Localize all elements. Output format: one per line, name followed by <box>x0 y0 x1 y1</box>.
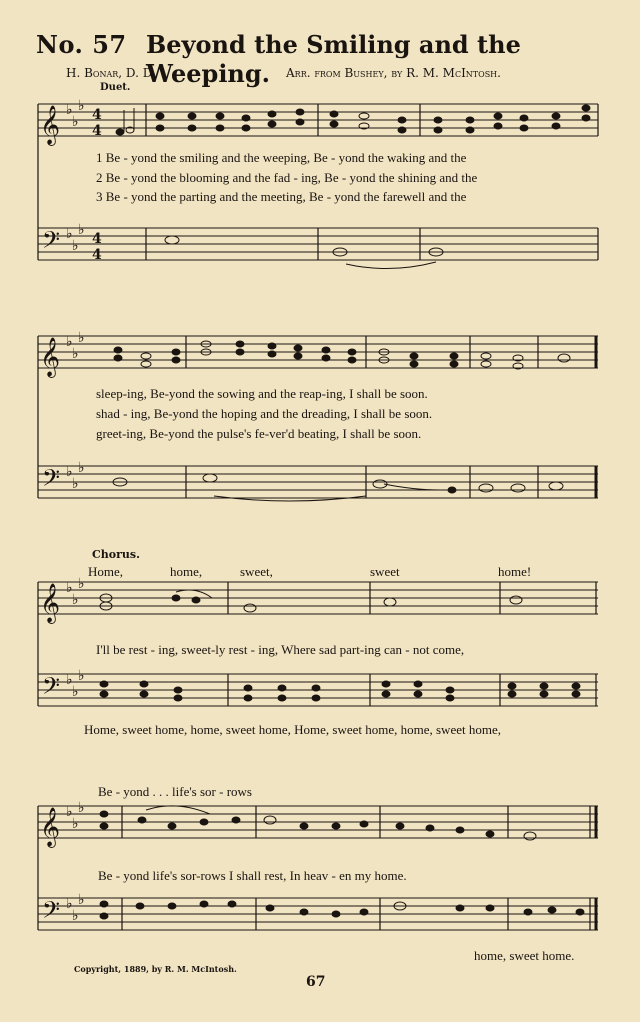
svg-text:♭: ♭ <box>72 908 79 924</box>
svg-text:♭: ♭ <box>72 684 79 700</box>
bass-clef-icon: 𝄢 <box>42 672 61 705</box>
page-number: 67 <box>306 974 326 990</box>
chorus-beyond-mid: Be - yond life's sor-rows I shall rest, In heav - en my home. <box>98 868 407 883</box>
verse-1-line-2: sleep-ing, Be-yond the sowing and the reap-ing, I shall be soon. <box>96 386 428 401</box>
svg-text:♭: ♭ <box>78 460 85 476</box>
svg-text:♭: ♭ <box>66 804 73 820</box>
svg-text:♭: ♭ <box>66 896 73 912</box>
bass-clef-icon: 𝄢 <box>42 464 61 497</box>
hymn-title: Beyond the Smiling and the Weeping. <box>146 30 521 88</box>
treble-clef-icon: 𝄞 <box>40 105 61 145</box>
chorus-top-word-3: sweet, <box>240 564 273 579</box>
treble-clef-icon: 𝄞 <box>40 337 61 377</box>
staff-system-3-treble <box>38 582 598 614</box>
chorus-top-word-1: Home, <box>88 564 124 579</box>
notes-system-4 <box>100 806 584 919</box>
arranger-credit: Arr. from Bushey, by R. M. McIntosh. <box>286 66 501 80</box>
svg-text:♭: ♭ <box>78 330 85 346</box>
chorus-top-word-4: sweet <box>370 564 400 579</box>
chorus-beyond-top: Be - yond . . . life's sor - rows <box>98 784 252 799</box>
author-credit: H. Bonar, D. D. <box>66 66 156 80</box>
chorus-top-word-2: home, <box>170 564 203 579</box>
chorus-alto-line: I'll be rest - ing, sweet-ly rest - ing, Where sad part-ing can - not come, <box>96 642 465 657</box>
verse-2-line-2: shad - ing, Be-yond the hoping and the dreading, I shall be soon. <box>96 406 433 421</box>
svg-text:♭: ♭ <box>72 592 79 608</box>
staff-system-2-treble <box>38 336 598 368</box>
svg-text:4: 4 <box>92 231 102 247</box>
chorus-label: Chorus. <box>92 548 140 561</box>
key-signature-flats <box>66 98 85 924</box>
svg-text:♭: ♭ <box>72 238 79 254</box>
svg-text:♭: ♭ <box>78 800 85 816</box>
svg-text:♭: ♭ <box>66 672 73 688</box>
bass-clef-icon: 𝄢 <box>42 896 61 929</box>
svg-text:♭: ♭ <box>78 222 85 238</box>
duet-label: Duet. <box>100 82 131 93</box>
svg-text:♭: ♭ <box>72 346 79 362</box>
verse-1-line-1: 1 Be - yond the smiling and the weeping, Be - yond the waking and the <box>96 150 467 165</box>
svg-text:♭: ♭ <box>78 892 85 908</box>
svg-text:♭: ♭ <box>66 102 73 118</box>
svg-text:♭: ♭ <box>72 114 79 130</box>
svg-text:♭: ♭ <box>78 98 85 114</box>
chorus-top-word-5: home! <box>498 564 532 579</box>
svg-text:4: 4 <box>92 247 102 263</box>
verse-3-line-1: 3 Be - yond the parting and the meeting, Be - yond the farewell and the <box>96 189 467 204</box>
copyright-notice: Copyright, 1889, by R. M. McIntosh. <box>74 964 237 974</box>
bass-clef-icon: 𝄢 <box>42 226 61 259</box>
svg-text:♭: ♭ <box>66 226 73 242</box>
treble-clef-icon: 𝄞 <box>40 807 61 847</box>
verse-2-line-1: 2 Be - yond the blooming and the fad - ing, Be - yond the shining and the <box>96 170 478 185</box>
staff-system-2-bass <box>38 466 598 498</box>
chorus-beyond-bass: home, sweet home. <box>474 948 575 963</box>
svg-text:♭: ♭ <box>66 580 73 596</box>
hymn-number: No. 57 <box>36 30 127 59</box>
svg-text:♭: ♭ <box>66 464 73 480</box>
svg-text:4: 4 <box>92 107 102 123</box>
svg-text:♭: ♭ <box>78 576 85 592</box>
chorus-bass-line: Home, sweet home, home, sweet home, Home, sweet home, home, sweet home, <box>84 722 501 737</box>
svg-text:♭: ♭ <box>72 816 79 832</box>
svg-text:♭: ♭ <box>66 334 73 350</box>
svg-text:♭: ♭ <box>78 668 85 684</box>
verse-3-line-2: greet-ing, Be-yond the pulse's fe-ver'd beating, I shall be soon. <box>96 426 422 441</box>
svg-text:4: 4 <box>92 123 102 139</box>
treble-clef-icon: 𝄞 <box>40 583 61 623</box>
svg-text:♭: ♭ <box>72 476 79 492</box>
